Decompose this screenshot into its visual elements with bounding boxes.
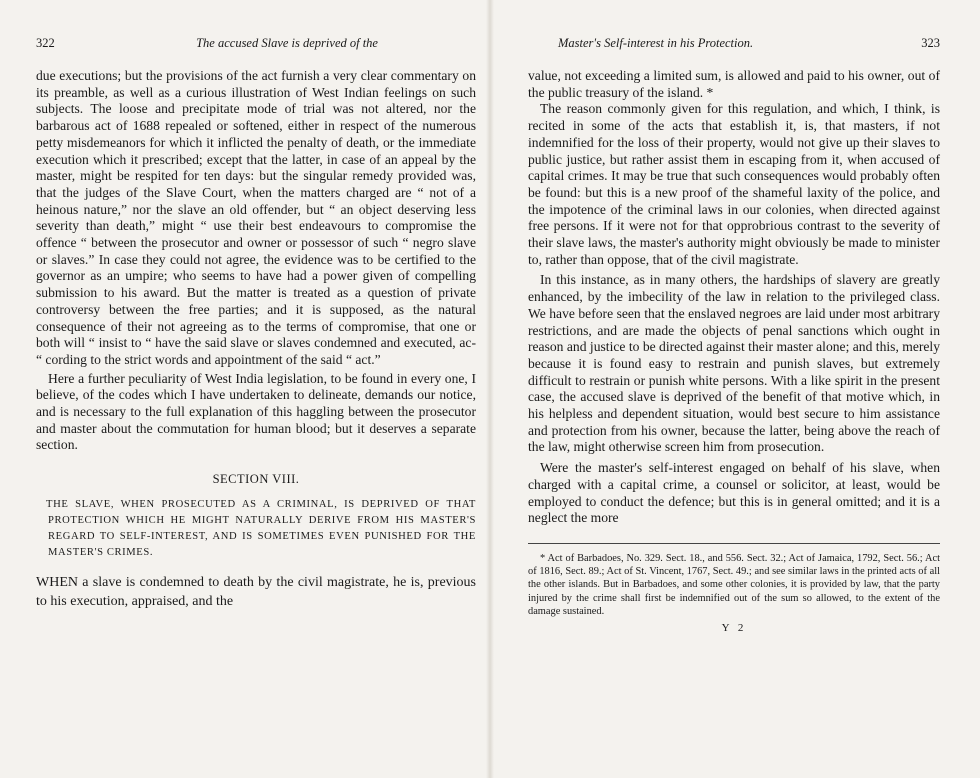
body-paragraph: In this instance, as in many others, the hardships of slavery are greatly enhanced, by the imbecility of the law in relation to the privileged class. We have before seen that the enslaved negroes are laid under most arbitrary restrictions, and are made the objects of penal sanctions which ought in reason and justice to be directed against their master alone; and this, merely because it is found easy to restrain and punish slaves, but extremely difficult to restrain or punish white persons. With a like spirit in the present case, the accused slave is deprived of the benefit of that motive which, in his helpless and dependent situation, would best secure to him assistance and protection from his owner, because the latter, being above the reach of the law, might otherwise screen him from prosecution.: [528, 272, 940, 455]
signature-mark: Y 2: [721, 622, 747, 634]
section-heading: SECTION VIII.: [212, 472, 300, 487]
footnote-rule: [528, 543, 940, 544]
body-paragraph: Were the master's self-interest engaged on behalf of his slave, when charged with a capital crime, a counsel or solicitor, at least, would be employed to conduct the defence; but this is in general omitted; and it is a neglect the more: [528, 460, 940, 526]
section-summary: THE SLAVE, WHEN PROSECUTED AS A CRIMINAL, IS DEPRIVED OF THAT PROTECTION WHICH HE MIGHT NATURALLY DERIVE FROM HIS MASTER'S REGARD TO SELF-INTEREST, AND IS SOMETIMES EVEN PUNISHED FOR THE MASTER'S CRIMES.: [46, 499, 476, 559]
body-paragraph: Here a further peculiarity of West India legislation, to be found in every one, I believe, of the codes which I have undertaken to delineate, demands our notice, and is necessary to the full explanation of this haggling between the prosecutor and master about the commutation for human blood; but it deserves a separate section.: [36, 370, 476, 453]
right-page-header: [528, 36, 940, 54]
right-page: [490, 0, 980, 778]
footnote: * Act of Barbadoes, No. 329. Sect. 18., and 556. Sect. 32.; Act of Jamaica, 1792, Sect. 56.; Act of 1816, Sect. 89.; Act of St. Vincent, 1767, Sect. 49.; and see similar laws in the printed acts of all the other islands. But in Barbadoes, and some other colonies, it is provided by law, that the party injured by the crime shall first be indemnified out of the sum so allowed, to the extent of the damage sustained.: [528, 552, 940, 617]
section-opening-paragraph: WHEN a slave is condemned to death by the civil magistrate, he is, previous to his execution, appraised, and the: [36, 575, 476, 610]
left-page-header: [36, 36, 476, 54]
page-number: 323: [921, 36, 940, 50]
running-head: The accused Slave is deprived of the: [196, 36, 378, 50]
page-number: 322: [36, 36, 55, 50]
running-head: Master's Self-interest in his Protection.: [558, 36, 754, 50]
body-paragraph: The reason commonly given for this regulation, and which, I think, is recited in some of the acts that establish it, is, that masters, if not indemnified for the loss of their property, would not give up their slaves to public justice, but rather assist them in escaping from it, when accused of capital crimes. It may be true that such consequences would probably often be found: but this is a new proof of the shameful laxity of the police, and the impotence of the criminal laws in our colonies, when directed against free persons. If it were not for that opprobrious contrast to the severity of their slave laws, the master's authority might obviously be made to minister to, rather than oppose, that of the civil magistrate.: [528, 101, 940, 267]
body-paragraph: value, not exceeding a limited sum, is allowed and paid to his owner, out of the public treasury of the island. *: [528, 68, 940, 100]
body-paragraph: due executions; but the provisions of the act furnish a very clear commentary on its preamble, as well as a curious illustration of West Indian feelings on such subjects. The loose and precipitate mode of trial was not altered, nor the barbarous act of 1688 repealed or softened, either in respect of the numerous petty misdemeanors for which it inflicted the penalty of death, or the immediate execution which it prescribed; except that the latter, in case of an appeal by the master, might be respited for ten days: but the singular remedy provided was, that the judges of the Slave Court, when the matters charged are “ not of a heinous nature,” nor the slave an old offender, but “ an object deserving less severity than death,” might “ use their best endeavours to compromise the offence “ between the prosecutor and owner or possessor of such “ negro slave or slaves.” In case they could not agree, the evidence was to be certified to the governor as an umpire; who seems to have had a power given of compelling submission to his award. But the matter is treated as a question of private controversy between the free parties; and it is supposed, as the natural consequence of their not agreeing as to the terms of compromise, that one or both will “ insist to “ have the said slave or slaves condemned and executed, ac- “ cording to the strict words and appointment of the said “ act.”: [36, 68, 476, 367]
